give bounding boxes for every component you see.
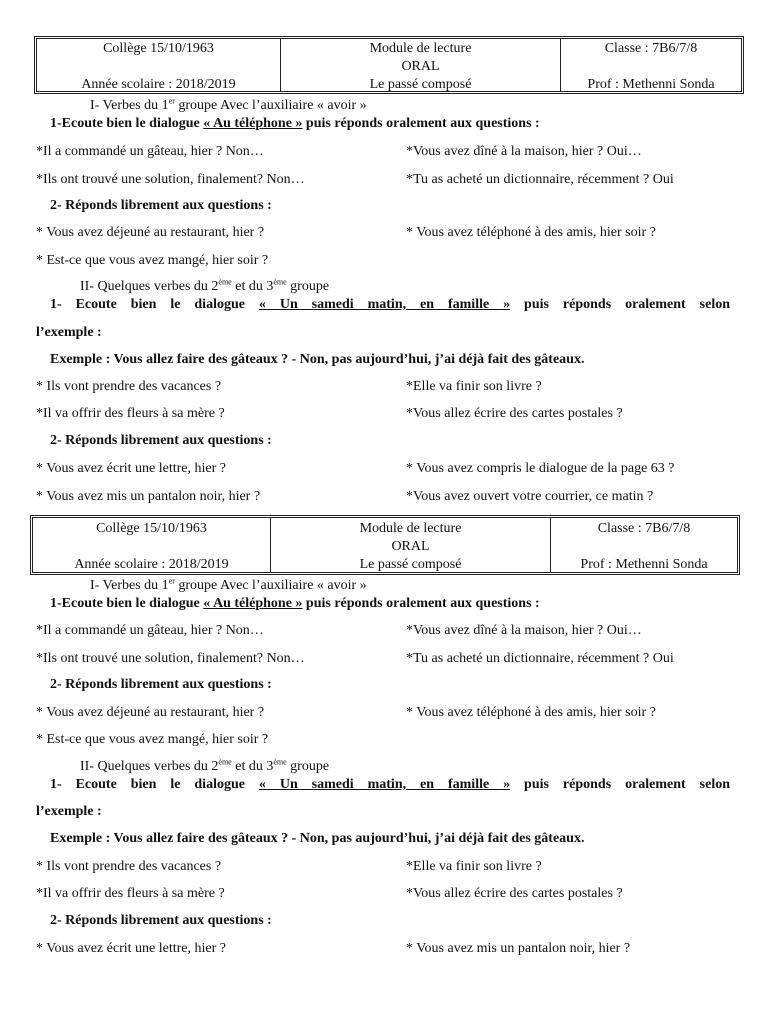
question: *Ils ont trouvé une solution, finalement? Non… — [36, 172, 305, 187]
exercise-1-instruction: 1-Ecoute bien le dialogue « Au téléphone » puis réponds oralement aux questions : — [50, 596, 540, 611]
header-table — [34, 36, 744, 94]
question: * Vous avez téléphoné à des amis, hier soir ? — [406, 225, 656, 240]
theme-label: Le passé composé — [359, 557, 462, 572]
exercise-3-instruction: 1- Ecoute bien le dialogue « Un samedi matin, en famille » puis réponds oralement selon — [50, 777, 730, 792]
question: * Vous avez écrit une lettre, hier ? — [36, 941, 226, 956]
question: *Tu as acheté un dictionnaire, récemment ? Oui — [406, 172, 674, 187]
annee-label: Année scolaire : 2018/2019 — [81, 77, 236, 92]
question: * Ils vont prendre des vacances ? — [36, 379, 222, 394]
question: * Vous avez mis un pantalon noir, hier ? — [36, 489, 261, 504]
question: *Vous allez écrire des cartes postales ? — [406, 406, 623, 421]
header-cell-classe — [561, 39, 741, 91]
classe-label: Classe : 7B6/7/8 — [604, 41, 698, 56]
header-cell-college — [37, 39, 281, 91]
question: * Vous avez déjeuné au restaurant, hier ? — [36, 705, 265, 720]
question: *Vous avez ouvert votre courrier, ce matin ? — [406, 489, 654, 504]
exercise-3-instruction: 1- Ecoute bien le dialogue « Un samedi matin, en famille » puis réponds oralement selon — [50, 297, 730, 312]
annee-label: Année scolaire : 2018/2019 — [74, 557, 229, 572]
question: *Il a commandé un gâteau, hier ? Non… — [36, 144, 264, 159]
college-label: Collège 15/10/1963 — [103, 41, 214, 56]
question: *Il va offrir des fleurs à sa mère ? — [36, 406, 225, 421]
oral-label: ORAL — [401, 59, 440, 74]
module-label: Module de lecture — [369, 41, 472, 56]
header-cell-module — [281, 39, 561, 91]
question: * Vous avez écrit une lettre, hier ? — [36, 461, 226, 476]
header-cell-classe — [551, 518, 737, 572]
question: * Ils vont prendre des vacances ? — [36, 859, 222, 874]
exercise-3-instruction-cont: l’exemple : — [36, 804, 102, 819]
classe-label: Classe : 7B6/7/8 — [597, 521, 691, 536]
section-i-title: I- Verbes du 1er groupe Avec l’auxiliaire « avoir » — [90, 96, 367, 113]
example-line: Exemple : Vous allez faire des gâteaux ? - Non, pas aujourd’hui, j’ai déjà fait des gâteaux. — [50, 352, 585, 367]
question: *Il va offrir des fleurs à sa mère ? — [36, 886, 225, 901]
question: *Elle va finir son livre ? — [406, 859, 542, 874]
header-table — [30, 515, 740, 575]
exercise-2-instruction: 2- Réponds librement aux questions : — [50, 198, 272, 213]
question: * Vous avez compris le dialogue de la page 63 ? — [406, 461, 675, 476]
question: *Elle va finir son livre ? — [406, 379, 542, 394]
header-cell-college — [33, 518, 271, 572]
section-ii-title: II- Quelques verbes du 2ème et du 3ème groupe — [80, 277, 330, 294]
exercise-1-instruction: 1-Ecoute bien le dialogue « Au téléphone » puis réponds oralement aux questions : — [50, 116, 540, 131]
exercise-2-instruction: 2- Réponds librement aux questions : — [50, 677, 272, 692]
question: *Il a commandé un gâteau, hier ? Non… — [36, 623, 264, 638]
header-cell-module — [271, 518, 551, 572]
question: *Ils ont trouvé une solution, finalement? Non… — [36, 651, 305, 666]
section-i-title: I- Verbes du 1er groupe Avec l’auxiliaire « avoir » — [90, 576, 367, 593]
exercise-4-instruction: 2- Réponds librement aux questions : — [50, 433, 272, 448]
prof-label: Prof : Methenni Sonda — [587, 77, 715, 92]
question: *Tu as acheté un dictionnaire, récemment ? Oui — [406, 651, 674, 666]
oral-label: ORAL — [391, 539, 430, 554]
question: *Vous allez écrire des cartes postales ? — [406, 886, 623, 901]
example-line: Exemple : Vous allez faire des gâteaux ? - Non, pas aujourd’hui, j’ai déjà fait des gâteaux. — [50, 831, 585, 846]
question: * Vous avez téléphoné à des amis, hier soir ? — [406, 705, 656, 720]
question: * Vous avez mis un pantalon noir, hier ? — [406, 941, 631, 956]
college-label: Collège 15/10/1963 — [96, 521, 207, 536]
question: * Vous avez déjeuné au restaurant, hier ? — [36, 225, 265, 240]
question: * Est-ce que vous avez mangé, hier soir ? — [36, 732, 269, 747]
question: *Vous avez dîné à la maison, hier ? Oui… — [406, 144, 642, 159]
theme-label: Le passé composé — [369, 77, 472, 92]
question: *Vous avez dîné à la maison, hier ? Oui… — [406, 623, 642, 638]
prof-label: Prof : Methenni Sonda — [580, 557, 708, 572]
exercise-3-instruction-cont: l’exemple : — [36, 325, 102, 340]
section-ii-title: II- Quelques verbes du 2ème et du 3ème groupe — [80, 757, 330, 774]
question: * Est-ce que vous avez mangé, hier soir ? — [36, 253, 269, 268]
module-label: Module de lecture — [359, 521, 462, 536]
exercise-4-instruction: 2- Réponds librement aux questions : — [50, 913, 272, 928]
